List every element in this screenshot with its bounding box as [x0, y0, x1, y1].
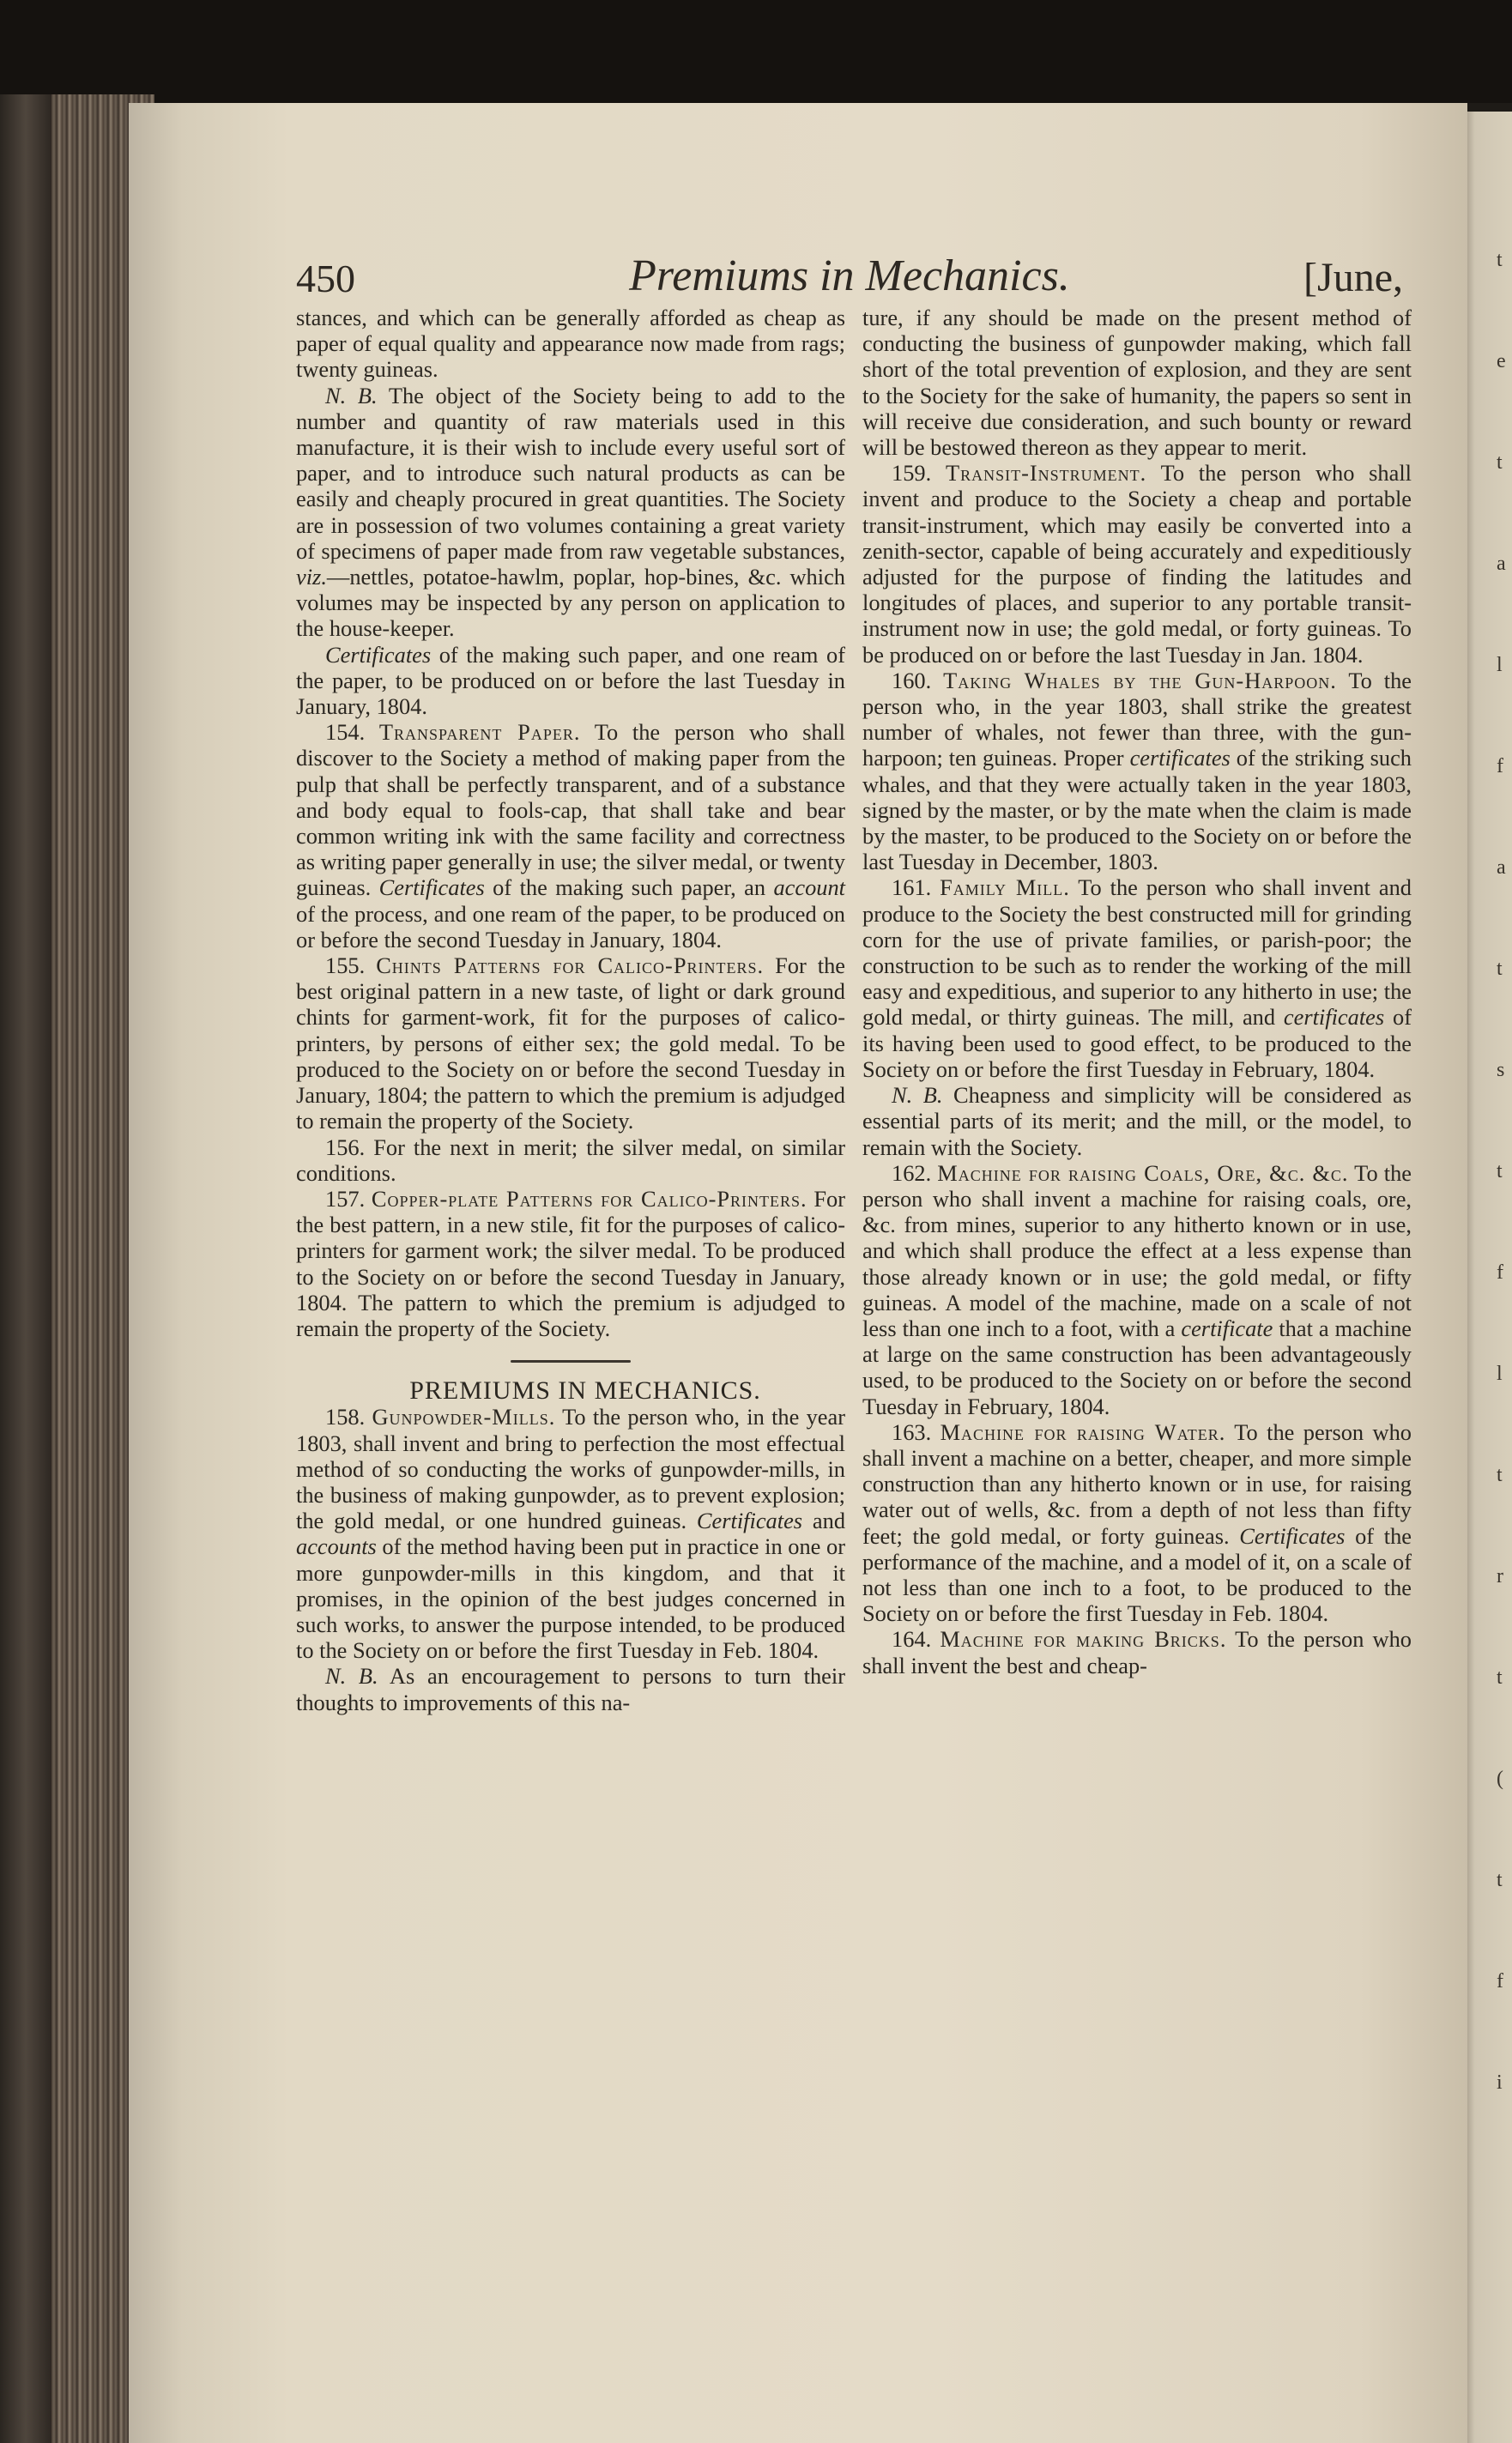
book-binding — [0, 94, 51, 2443]
premium-text: that a machine at large on the same construction has been advantageously used, to be produced to the Society on or before the second Tuesday in February, 1804. — [862, 1315, 1412, 1419]
premium-158 — [296, 1404, 845, 1663]
cert-label: Certificates — [696, 1508, 803, 1534]
premium-157 — [296, 1186, 845, 1341]
nb-text: As an encouragement to persons to turn their thoughts to improvements of this na- — [296, 1663, 845, 1715]
facing-page-fragment: a — [1497, 553, 1506, 575]
running-month: [June, — [1303, 255, 1403, 300]
premium-title: Chints Patterns for Calico-Printers. — [376, 952, 765, 979]
viz-label: viz. — [296, 564, 327, 590]
premium-number: 163. — [892, 1418, 932, 1445]
cert-text: of the making such paper, and one ream of the paper, to be produced on or before the last Tuesday in January, 1804. — [296, 641, 845, 720]
facing-page-fragment: f — [1497, 1261, 1503, 1284]
nb-text: Cheapness and simplicity will be considered as essential parts of its merit; and the mill, or the model, to remain with the Society. — [862, 1082, 1412, 1160]
nb-label: N. B. — [325, 382, 378, 408]
paragraph-continued: ture, if any should be made on the present method of conducting the business of gunpowder making, which fall short of the total prevention of explosion, and they are sent to the Society for the sake of humanity, the papers so sent in will receive due consideration, and such bounty or reward will be bestowed thereon as they appear to merit. — [862, 305, 1412, 461]
paragraph-certificates — [296, 642, 845, 720]
premium-number: 160. — [892, 667, 932, 693]
premium-162 — [862, 1160, 1412, 1419]
cert-label: certificates — [1129, 745, 1231, 771]
premium-text: To the person who shall invent and produce to the Society a cheap and portable transit-instrument, which may easily be converted into a zenith-sector, capable of being accurately and expeditiously adjusted for the purpose of finding the latitudes and longitudes of places, and superior to any portable transit-instrument now in use; the gold medal, or forty guineas. To be produced on or before the last Tuesday in Jan. 1804. — [862, 460, 1412, 668]
nb-label: N. B. — [892, 1082, 943, 1109]
facing-page-fragment: ( — [1497, 1768, 1503, 1790]
facing-page-fragment: s — [1497, 1059, 1505, 1081]
facing-page-fragment: r — [1497, 1565, 1503, 1587]
premium-title: Transparent Paper. — [378, 719, 581, 746]
facing-page-fragment: l — [1497, 654, 1503, 676]
facing-page-fragment: t — [1497, 1464, 1503, 1486]
facing-page-fragment: t — [1497, 1666, 1503, 1689]
cert-label: certificates — [1283, 1004, 1385, 1031]
premium-text: For the best original pattern in a new taste, of light or dark ground chints for garment-work, fit for the purposes of calico-printers, by persons of either sex; the gold medal. To be produced to the Society on or before the second Tuesday in January, 1804; the pattern to which the premium is adjudged to remain the property of the Society. — [296, 952, 845, 1134]
premium-text: To the person who shall invent and produce to the Society the best constructed mill for grinding corn for the use of private families, or parish-poor; the construction to be such as to render the working of the mill easy and expeditious, and superior to any hitherto in use; the gold medal, or thirty guineas. The mill, and — [862, 874, 1412, 1031]
premium-title: Machine for raising Coals, Ore, &c. &c. — [937, 1159, 1349, 1186]
cert-label: certificate — [1181, 1315, 1273, 1341]
facing-page-fragment: l — [1497, 1363, 1503, 1385]
premium-text: To the person who, in the year 1803, shall strike the greatest number of whales, not fewer than three, with the gun-harpoon; ten guineas. Proper — [862, 667, 1412, 771]
premium-title: Transit-Instrument. — [945, 460, 1147, 487]
premium-number: 158. — [325, 1404, 366, 1430]
premium-text: of the process, and one ream of the paper, to be produced on or before the second Tuesday in January, 1804. — [296, 900, 845, 952]
premium-text: To the person who shall invent a machine for raising coals, ore, &c. from mines, superior to any hitherto known or in use, and which shall produce the effect at a less expense than those already known or in use; the gold medal, or fifty guineas. A model of the machine, made on a scale of not less than one inch to a foot, with a — [862, 1159, 1412, 1341]
premium-text: To the person who shall discover to the Society a method of making paper from the pulp that shall be perfectly transparent, and of a substance and body equal to fools-cap, that shall take and bear common writing ink with the same facility and correctness as writing paper generally in use; the silver medal, or twenty guineas. — [296, 719, 845, 901]
premium-155 — [296, 952, 845, 1134]
cert-label: Certificates — [378, 874, 485, 901]
premium-number: 157. — [325, 1185, 366, 1212]
paragraph-continued: stances, and which can be generally afforded as cheap as paper of equal quality and appearance now made from rags; twenty guineas. — [296, 305, 845, 383]
premium-text: To the person who, in the year 1803, shall invent and bring to perfection the most effectual method of so conducting the works of gunpowder-mills, in the business of making gunpowder, as to prevent explosion; the gold medal, or one hundred guineas. — [296, 1404, 845, 1534]
facing-page-fragment: f — [1497, 755, 1503, 777]
paragraph-nota-bene — [296, 1663, 845, 1714]
running-head — [296, 251, 1403, 312]
section-divider-rule — [511, 1360, 631, 1363]
premium-title: Copper-plate Patterns for Calico-Printers. — [371, 1185, 807, 1212]
premium-text: of the making such paper, an — [484, 874, 774, 901]
facing-page-fragment: a — [1497, 856, 1506, 879]
premium-154 — [296, 719, 845, 952]
accounts-label: accounts — [296, 1533, 377, 1560]
running-title: Premiums in Mechanics. — [629, 251, 1070, 300]
section-heading: PREMIUMS IN MECHANICS. — [409, 1376, 761, 1406]
premium-text: To the person who shall invent a machine on a better, cheaper, and more simple construction than any hitherto known or in use, for raising water out of wells, &c. from a depth of not less than fifty feet; the gold medal, or forty guineas. — [862, 1418, 1412, 1549]
premium-163 — [862, 1419, 1412, 1627]
premium-number: 159. — [892, 460, 932, 487]
premium-title: Taking Whales by the Gun-Harpoon. — [943, 667, 1337, 693]
premium-161 — [862, 874, 1412, 1082]
left-column — [296, 305, 845, 1715]
premium-text: and — [802, 1508, 846, 1534]
premium-number: 162. — [892, 1159, 932, 1186]
right-column — [862, 305, 1412, 1678]
premium-title: Machine for raising Water. — [940, 1418, 1226, 1445]
premium-number: 155. — [325, 952, 366, 979]
paragraph-nota-bene — [862, 1082, 1412, 1160]
facing-page-fragment: t — [1497, 1869, 1503, 1891]
paragraph-nota-bene — [296, 383, 845, 642]
nb-text-b: —nettles, potatoe-hawlm, poplar, hop-bines, &c. which volumes may be inspected by any person on application to the house-keeper. — [296, 564, 845, 642]
premium-number: 161. — [892, 874, 932, 901]
premium-159 — [862, 460, 1412, 668]
page-number: 450 — [296, 257, 355, 300]
facing-page-fragment: t — [1497, 958, 1503, 980]
facing-page-fragment: t — [1497, 249, 1503, 271]
premium-number: 164. — [892, 1626, 932, 1653]
premium-160 — [862, 668, 1412, 875]
facing-page-fragment: i — [1497, 2071, 1503, 2094]
premium-text: of the performance of the machine, and a model of it, on a scale of not less than one inch to a foot, to be produced to the Society on or before the first Tuesday in Feb. 1804. — [862, 1522, 1412, 1627]
cert-label: Certificates — [1239, 1522, 1346, 1549]
premium-number: 154. — [325, 719, 366, 746]
premium-text: To the person who shall invent the best and cheap- — [862, 1626, 1412, 1678]
nb-label: N. B. — [325, 1663, 378, 1690]
premium-text: of the striking such whales, and that they were actually taken in the year 1803, signed by the master, or by the mate when the claim is made by the master, to be produced to the Society on or before the last Tuesday in December, 1803. — [862, 745, 1412, 875]
premium-title: Machine for making Bricks. — [940, 1626, 1227, 1653]
nb-text-a: The object of the Society being to add to the number and quantity of raw materials used in this manufacture, it is their wish to include every useful sort of paper, and to introduce such natural products as can be easily and cheaply procured in great quantities. The Society are in possession of two volumes containing a great variety of specimens of paper made from raw vegetable substances, — [296, 382, 845, 564]
facing-page-fragment: t — [1497, 451, 1503, 474]
facing-page-fragment: t — [1497, 1160, 1503, 1182]
premium-156: 156. For the next in merit; the silver medal, on similar conditions. — [296, 1134, 845, 1186]
premium-text: of the method having been put in practice in one or more gunpowder-mills in this kingdom, and that it promises, in the opinion of the best judges concerned in such works, to answer the purpose intended, to be produced to the Society on or before the first Tuesday in Feb. 1804. — [296, 1533, 845, 1664]
facing-page-fragment: e — [1497, 350, 1506, 372]
premium-text: For the best pattern, in a new stile, fit for the purposes of calico-printers for garment work; the silver medal. To be produced to the Society on or before the second Tuesday in January, 1804. The pattern to which the premium is adjudged to remain the property of the Society. — [296, 1185, 845, 1341]
facing-page-fragment: f — [1497, 1970, 1503, 1992]
premium-title: Family Mill. — [940, 874, 1070, 901]
account-label: account — [773, 874, 845, 901]
premium-text: of its having been used to good effect, to be produced to the Society on or before the first Tuesday in February, 1804. — [862, 1004, 1412, 1082]
premium-164 — [862, 1626, 1412, 1678]
cert-label: Certificates — [325, 641, 432, 668]
premium-title: Gunpowder-Mills. — [372, 1404, 556, 1430]
dark-background-top — [0, 0, 1512, 103]
